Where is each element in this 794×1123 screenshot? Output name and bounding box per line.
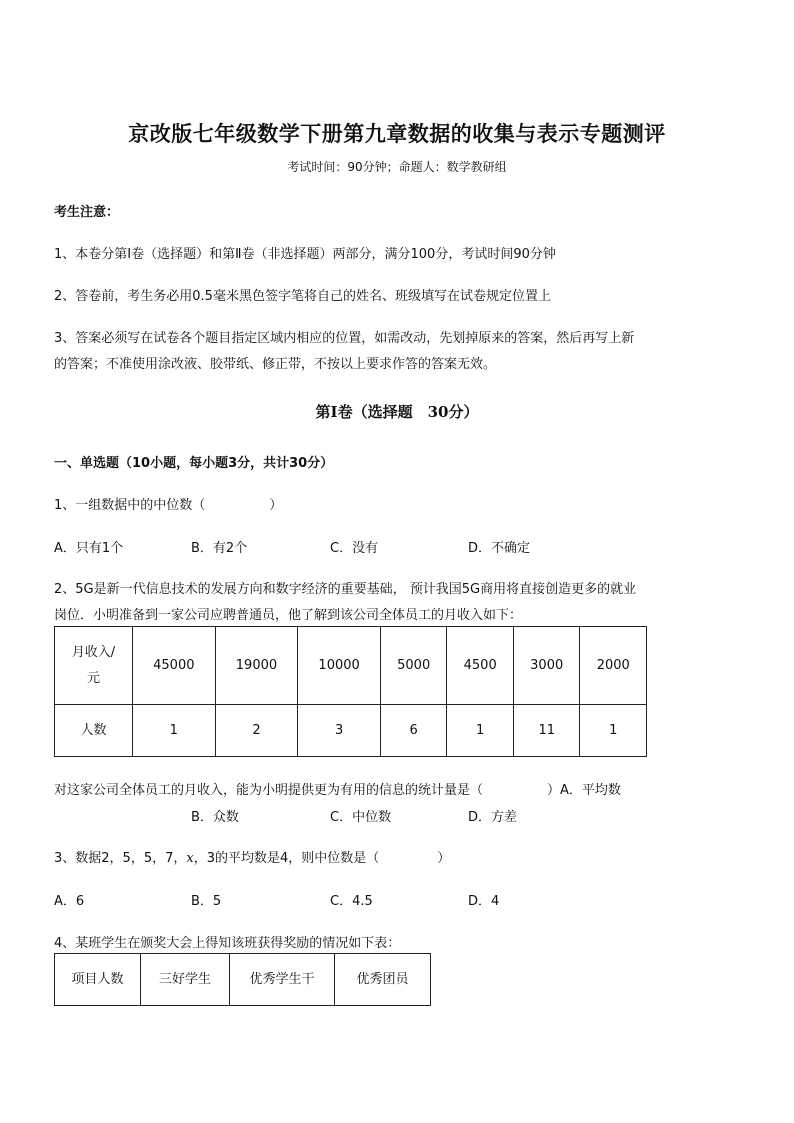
question-1-stem [54, 494, 282, 513]
q3-option-d: D．4 [468, 894, 500, 909]
section-title: 第Ⅰ卷（选择题 30分） [315, 403, 479, 421]
page-title: 京改版七年级数学下册第九章数据的收集与表示专题测评 [128, 121, 666, 146]
question-2-line-1: 2、5G是新一代信息技术的发展方向和数字经济的重要基础， 预计我国5G商用将直接创造更多的就业 [54, 582, 637, 597]
notice-item-2: 2、答卷前，考生务必用0.5毫米黑色签字笔将自己的姓名、班级填写在试卷规定位置上 [54, 289, 551, 304]
table-header-cell [55, 627, 133, 705]
exam-info: 考试时间：90分钟；命题人：数学教研组 [287, 160, 507, 174]
income-header-line-1: 月收入/ [71, 644, 116, 660]
table-cell: 10000 [298, 627, 381, 705]
table-cell: 5000 [380, 627, 447, 705]
table-cell: 6 [380, 705, 447, 757]
q3-stem-text-2: ，3的平均数是4，则中位数是（ [193, 851, 380, 866]
table-cell: 3000 [513, 627, 580, 705]
table-cell: 1 [580, 705, 647, 757]
q2-option-d: D．方差 [468, 810, 518, 825]
question-3-stem [54, 847, 450, 866]
q1-stem-text: 1、一组数据中的中位数（ [54, 498, 206, 513]
table-row [55, 954, 431, 1006]
table-cell: 2 [215, 705, 298, 757]
q3-stem-close: ） [437, 851, 451, 866]
q3-option-b: B．5 [191, 894, 222, 909]
q1-option-b: B．有2个 [191, 541, 248, 556]
table-header-cell: 项目人数 [55, 954, 141, 1006]
income-table [54, 626, 647, 757]
table-header-cell: 人数 [55, 705, 133, 757]
income-header-line-2: 元 [86, 670, 100, 686]
table-cell: 3 [298, 705, 381, 757]
table-cell: 2000 [580, 627, 647, 705]
notice-item-3: 3、答案必须写在试卷各个题目指定区域内相应的位置，如需改动，先划掉原来的答案，然后再写上新 [54, 331, 635, 346]
question-2-ask [54, 779, 621, 798]
q2-option-a: ）A．平均数 [547, 783, 621, 798]
q3-option-a: A．6 [54, 894, 85, 909]
table-row [55, 705, 647, 757]
question-4-stem: 4、某班学生在颁奖大会上得知该班获得奖励的情况如下表： [54, 936, 401, 951]
question-2-line-2: 岗位．小明准备到一家公司应聘普通员，他了解到该公司全体员工的月收入如下： [54, 608, 523, 623]
table-cell: 45000 [133, 627, 216, 705]
award-table [54, 953, 431, 1006]
q1-option-c: C．没有 [330, 541, 379, 556]
table-cell: 19000 [215, 627, 298, 705]
variable-x: x [186, 851, 194, 866]
table-cell: 1 [447, 705, 514, 757]
notice-item-1: 1、本卷分第Ⅰ卷（选择题）和第Ⅱ卷（非选择题）两部分，满分100分，考试时间90分钟 [54, 247, 556, 262]
notice-item-3-cont: 的答案；不准使用涂改液、胶带纸、修正带，不按以上要求作答的答案无效。 [54, 357, 497, 372]
q1-option-a: A．只有1个 [54, 541, 124, 556]
q3-option-c: C．4.5 [330, 894, 373, 909]
q1-stem-close: ） [269, 498, 283, 513]
q2-option-c: C．中位数 [330, 810, 392, 825]
q1-option-d: D．不确定 [468, 541, 531, 556]
q3-stem-text: 3、数据2，5，5，7， [54, 851, 187, 866]
table-cell: 11 [513, 705, 580, 757]
q2-option-b: B．众数 [191, 810, 239, 825]
notice-heading: 考生注意： [54, 205, 120, 220]
table-header-cell: 优秀团员 [335, 954, 431, 1006]
table-cell: 4500 [447, 627, 514, 705]
table-header-cell: 优秀学生干 [230, 954, 335, 1006]
table-row [55, 627, 647, 705]
part-heading: 一、单选题（10小题，每小题3分，共计30分） [54, 456, 334, 471]
table-cell: 1 [133, 705, 216, 757]
q2-ask-text: 对这家公司全体员工的月收入，能为小明提供更为有用的信息的统计量是（ [54, 783, 484, 798]
table-header-cell: 三好学生 [141, 954, 230, 1006]
